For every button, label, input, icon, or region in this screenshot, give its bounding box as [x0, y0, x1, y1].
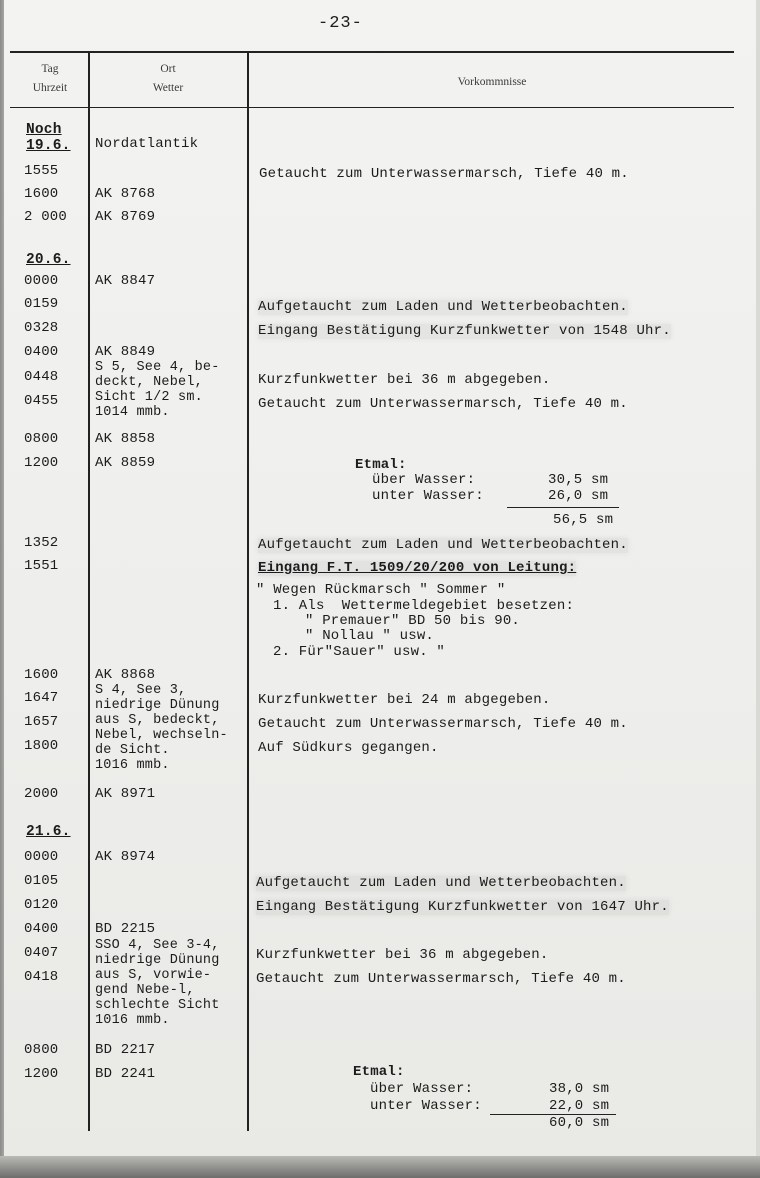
place-entry: AK 8769	[95, 209, 156, 225]
time-entry: 1551	[24, 558, 59, 574]
place-entry: AK 8859	[95, 455, 156, 471]
header-wetter: Wetter	[152, 82, 184, 94]
time-entry: 1352	[24, 535, 59, 551]
weather-line: S 5, See 4, be-	[95, 360, 220, 375]
message-line: " Nollau " usw.	[305, 628, 435, 644]
time-entry: 2 000	[24, 209, 68, 225]
scan-bottom-shadow	[0, 1156, 760, 1178]
time-entry: 0400	[24, 921, 59, 937]
column-divider-2	[247, 53, 249, 1131]
place-entry: AK 8974	[95, 849, 156, 865]
etmal-over-label: über Wasser:	[370, 1081, 474, 1097]
time-entry: 0328	[24, 320, 59, 336]
etmal-sum-rule	[507, 507, 619, 508]
place-entry: AK 8858	[95, 431, 156, 447]
time-entry: 1200	[24, 455, 59, 471]
time-entry: 1200	[24, 1066, 59, 1082]
time-entry: 0120	[24, 897, 59, 913]
header-uhrzeit: Uhrzeit	[32, 82, 68, 94]
place-entry: BD 2217	[95, 1042, 156, 1058]
header-bottom-rule	[10, 107, 734, 108]
weather-line: gend Nebe-l,	[95, 983, 195, 998]
weather-line: 1014 mmb.	[95, 405, 170, 420]
place-entry: AK 8768	[95, 186, 156, 202]
day-label-21-6: 21.6.	[26, 824, 71, 840]
etmal-title: Etmal:	[355, 457, 407, 473]
event-entry: Getaucht zum Unterwassermarsch, Tiefe 40 m.	[259, 166, 629, 182]
place-entry: AK 8971	[95, 786, 156, 802]
etmal-total: 56,5 sm	[553, 512, 614, 528]
weather-line: de Sicht.	[95, 743, 170, 758]
place-entry: BD 2241	[95, 1066, 156, 1082]
time-entry: 0455	[24, 393, 59, 409]
etmal-under-label: unter Wasser:	[372, 488, 484, 504]
day-label-19-6: 19.6.	[26, 138, 71, 154]
weather-line: 1016 mmb.	[95, 1013, 170, 1028]
column-divider-1	[88, 53, 90, 1131]
time-entry: 0159	[24, 296, 59, 312]
message-line: " Premauer" BD 50 bis 90.	[305, 613, 521, 629]
time-entry: 0105	[24, 873, 59, 889]
etmal-under-value: 26,0 sm	[548, 488, 609, 504]
time-entry: 0448	[24, 369, 59, 385]
event-entry: Aufgetaucht zum Laden und Wetterbeobachten.	[256, 875, 626, 891]
event-entry: Kurzfunkwetter bei 36 m abgegeben.	[256, 947, 549, 963]
time-entry: 0400	[24, 344, 59, 360]
etmal-total: 60,0 sm	[549, 1115, 610, 1131]
time-entry: 0407	[24, 945, 59, 961]
table-top-rule	[10, 51, 734, 53]
weather-line: S 4, See 3,	[95, 683, 187, 698]
place-entry: BD 2215	[95, 921, 156, 937]
weather-line: aus S, vorwie-	[95, 968, 212, 983]
event-entry: Getaucht zum Unterwassermarsch, Tiefe 40 m.	[258, 716, 628, 732]
event-entry: Kurzfunkwetter bei 24 m abgegeben.	[258, 692, 551, 708]
time-entry: 2000	[24, 786, 59, 802]
event-entry: Aufgetaucht zum Laden und Wetterbeobachten.	[258, 299, 628, 315]
event-entry: Aufgetaucht zum Laden und Wetterbeobachten.	[258, 537, 628, 553]
time-entry: 1800	[24, 738, 59, 754]
weather-line: schlechte Sicht	[95, 998, 220, 1013]
weather-line: aus S, bedeckt,	[95, 713, 220, 728]
etmal-under-label: unter Wasser:	[370, 1098, 482, 1114]
weather-line: niedrige Dünung	[95, 698, 220, 713]
weather-line: SSO 4, See 3-4,	[95, 938, 220, 953]
time-entry: 1600	[24, 667, 59, 683]
event-entry: Getaucht zum Unterwassermarsch, Tiefe 40 m.	[256, 971, 626, 987]
weather-line: Sicht 1/2 sm.	[95, 390, 203, 405]
etmal-over-label: über Wasser:	[372, 472, 476, 488]
place-entry: AK 8849	[95, 344, 156, 360]
page-number: -23-	[318, 14, 363, 33]
event-entry: Auf Südkurs gegangen.	[258, 740, 439, 756]
header-tag-uhrzeit	[14, 60, 86, 98]
etmal-title: Etmal:	[353, 1064, 405, 1080]
message-line: 1. Als Wettermeldegebiet besetzen:	[273, 598, 575, 614]
etmal-over-value: 38,0 sm	[549, 1081, 610, 1097]
day-label-noch: Noch	[26, 122, 62, 138]
event-entry: Eingang F.T. 1509/20/200 von Leitung:	[258, 560, 577, 576]
place-entry: AK 8868	[95, 667, 156, 683]
event-entry: Eingang Bestätigung Kurzfunkwetter von 1548 Uhr.	[258, 323, 671, 339]
event-entry: Eingang Bestätigung Kurzfunkwetter von 1647 Uhr.	[256, 899, 669, 915]
time-entry: 0000	[24, 273, 59, 289]
etmal-under-value: 22,0 sm	[549, 1098, 610, 1114]
header-tag: Tag	[41, 63, 59, 75]
header-ort-wetter	[92, 60, 244, 98]
place-entry: Nordatlantik	[95, 136, 199, 152]
time-entry: 0000	[24, 849, 59, 865]
event-entry: Getaucht zum Unterwassermarsch, Tiefe 40 m.	[258, 396, 628, 412]
time-entry: 1657	[24, 714, 59, 730]
time-entry: 1647	[24, 690, 59, 706]
event-entry: Kurzfunkwetter bei 36 m abgegeben.	[258, 372, 551, 388]
weather-line: 1016 mmb.	[95, 758, 170, 773]
weather-line: deckt, Nebel,	[95, 375, 203, 390]
time-entry: 0800	[24, 1042, 59, 1058]
header-vorkommnisse: Vorkommnisse	[457, 76, 527, 88]
time-entry: 0418	[24, 969, 59, 985]
time-entry: 1555	[24, 163, 59, 179]
time-entry: 1600	[24, 186, 59, 202]
day-label-20-6: 20.6.	[26, 252, 71, 268]
time-entry: 0800	[24, 431, 59, 447]
etmal-over-value: 30,5 sm	[548, 472, 609, 488]
header-ort: Ort	[160, 63, 176, 75]
weather-line: Nebel, wechseln-	[95, 728, 228, 743]
message-line: " Wegen Rückmarsch " Sommer "	[256, 582, 506, 598]
message-line: 2. Für"Sauer" usw. "	[273, 644, 446, 660]
weather-line: niedrige Dünung	[95, 953, 220, 968]
place-entry: AK 8847	[95, 273, 156, 289]
